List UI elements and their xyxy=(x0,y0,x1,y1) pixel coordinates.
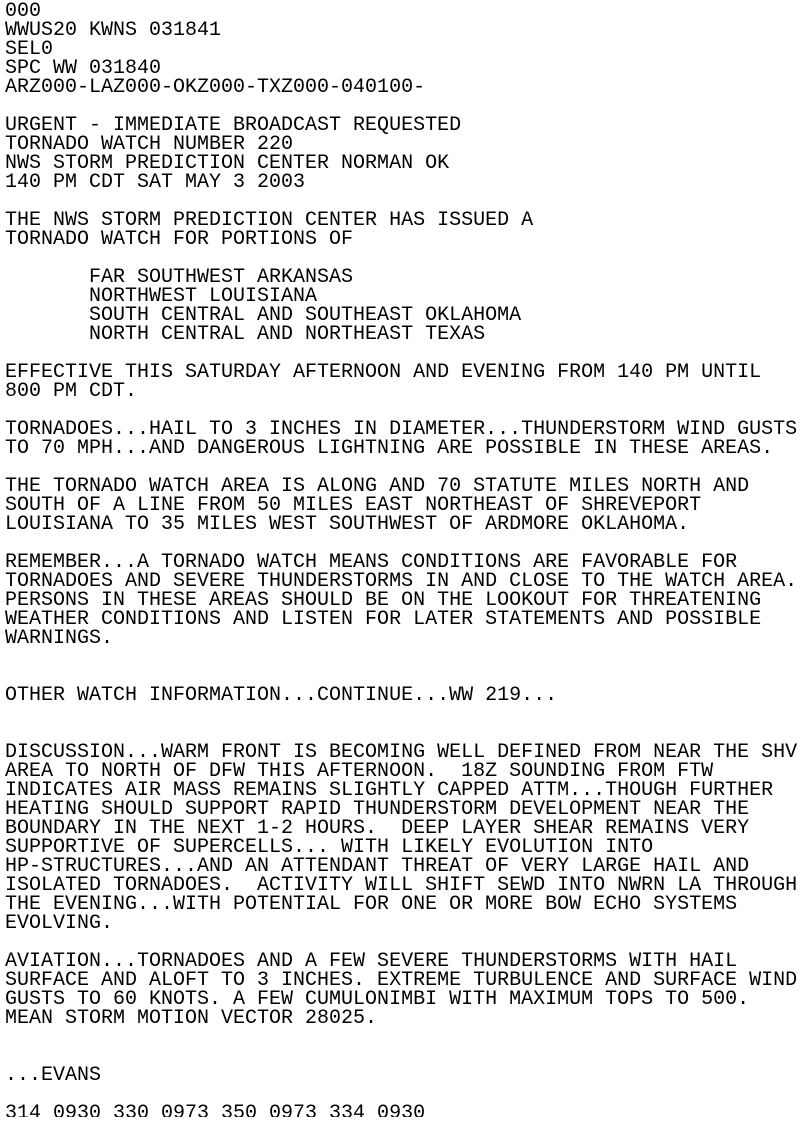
bulletin-line: PERSONS IN THESE AREAS SHOULD BE ON THE LOOKOUT FOR THREATENING xyxy=(5,589,762,612)
bulletin-line: THE TORNADO WATCH AREA IS ALONG AND 70 STATUTE MILES NORTH AND xyxy=(5,475,750,498)
bulletin-line: WARNINGS. xyxy=(5,627,114,650)
bulletin-line: EVOLVING. xyxy=(5,912,114,935)
bulletin-line: OTHER WATCH INFORMATION...CONTINUE...WW 219... xyxy=(5,684,558,707)
bulletin-line: NORTH CENTRAL AND NORTHEAST TEXAS xyxy=(5,323,486,346)
bulletin-line: BOUNDARY IN THE NEXT 1-2 HOURS. DEEP LAYER SHEAR REMAINS VERY xyxy=(5,817,750,840)
bulletin-line: SOUTH OF A LINE FROM 50 MILES EAST NORTHEAST OF SHREVEPORT xyxy=(5,494,702,517)
bulletin-line: ISOLATED TORNADOES. ACTIVITY WILL SHIFT SEWD INTO NWRN LA THROUGH xyxy=(5,874,798,897)
bulletin-line: THE NWS STORM PREDICTION CENTER HAS ISSUED A xyxy=(5,209,534,232)
bulletin-line: TORNADOES AND SEVERE THUNDERSTORMS IN AND CLOSE TO THE WATCH AREA. xyxy=(5,570,798,593)
bulletin-line: SPC WW 031840 xyxy=(5,57,162,80)
bulletin-line: WEATHER CONDITIONS AND LISTEN FOR LATER STATEMENTS AND POSSIBLE xyxy=(5,608,762,631)
bulletin-line: AVIATION...TORNADOES AND A FEW SEVERE THUNDERSTORMS WITH HAIL xyxy=(5,950,738,973)
blank-line xyxy=(5,648,802,667)
blank-line xyxy=(5,1047,802,1066)
bulletin-line: LOUISIANA TO 35 MILES WEST SOUTHWEST OF ARDMORE OKLAHOMA. xyxy=(5,513,690,536)
bulletin-line: 140 PM CDT SAT MAY 3 2003 xyxy=(5,171,306,194)
bulletin-line: GUSTS TO 60 KNOTS. A FEW CUMULONIMBI WITH MAXIMUM TOPS TO 500. xyxy=(5,988,750,1011)
bulletin-line: URGENT - IMMEDIATE BROADCAST REQUESTED xyxy=(5,114,462,137)
bulletin-line: HP-STRUCTURES...AND AN ATTENDANT THREAT OF VERY LARGE HAIL AND xyxy=(5,855,750,878)
bulletin-line: ARZ000-LAZ000-OKZ000-TXZ000-040100- xyxy=(5,76,426,99)
bulletin-line: DISCUSSION...WARM FRONT IS BECOMING WELL DEFINED FROM NEAR THE SHV xyxy=(5,741,798,764)
bulletin-line: TORNADO WATCH NUMBER 220 xyxy=(5,133,294,156)
bulletin-line: TORNADOES...HAIL TO 3 INCHES IN DIAMETER...THUNDERSTORM WIND GUSTS xyxy=(5,418,798,441)
bulletin-line: FAR SOUTHWEST ARKANSAS xyxy=(5,266,354,289)
bulletin-line: AREA TO NORTH OF DFW THIS AFTERNOON. 18Z SOUNDING FROM FTW xyxy=(5,760,714,783)
bulletin-line: REMEMBER...A TORNADO WATCH MEANS CONDITIONS ARE FAVORABLE FOR xyxy=(5,551,738,574)
bulletin-line: 314 0930 330 0973 350 0973 334 0930 xyxy=(5,1102,426,1117)
bulletin-line: EFFECTIVE THIS SATURDAY AFTERNOON AND EVENING FROM 140 PM UNTIL xyxy=(5,361,762,384)
bulletin-line: SOUTH CENTRAL AND SOUTHEAST OKLAHOMA xyxy=(5,304,522,327)
bulletin-line: MEAN STORM MOTION VECTOR 28025. xyxy=(5,1007,378,1030)
bulletin-line: SUPPORTIVE OF SUPERCELLS... WITH LIKELY EVOLUTION INTO xyxy=(5,836,654,859)
blank-line xyxy=(5,1028,802,1047)
bulletin-line: WWUS20 KWNS 031841 xyxy=(5,19,222,42)
bulletin-line: NWS STORM PREDICTION CENTER NORMAN OK xyxy=(5,152,450,175)
bulletin-line: INDICATES AIR MASS REMAINS SLIGHTLY CAPPED ATTM...THOUGH FURTHER xyxy=(5,779,774,802)
bulletin-line: NORTHWEST LOUISIANA xyxy=(5,285,318,308)
bulletin-line: TORNADO WATCH FOR PORTIONS OF xyxy=(5,228,354,251)
bulletin-line: TO 70 MPH...AND DANGEROUS LIGHTNING ARE POSSIBLE IN THESE AREAS. xyxy=(5,437,774,460)
tornado-watch-bulletin xyxy=(5,2,802,1117)
bulletin-line: 800 PM CDT. xyxy=(5,380,138,403)
bulletin-line: HEATING SHOULD SUPPORT RAPID THUNDERSTORM DEVELOPMENT NEAR THE xyxy=(5,798,750,821)
bulletin-line: ...EVANS xyxy=(5,1064,102,1087)
bulletin-line: SURFACE AND ALOFT TO 3 INCHES. EXTREME TURBULENCE AND SURFACE WIND xyxy=(5,969,798,992)
bulletin-line: THE EVENING...WITH POTENTIAL FOR ONE OR MORE BOW ECHO SYSTEMS xyxy=(5,893,738,916)
blank-line xyxy=(5,705,802,724)
bulletin-line: 000 xyxy=(5,2,42,23)
bulletin-line: SEL0 xyxy=(5,38,54,61)
